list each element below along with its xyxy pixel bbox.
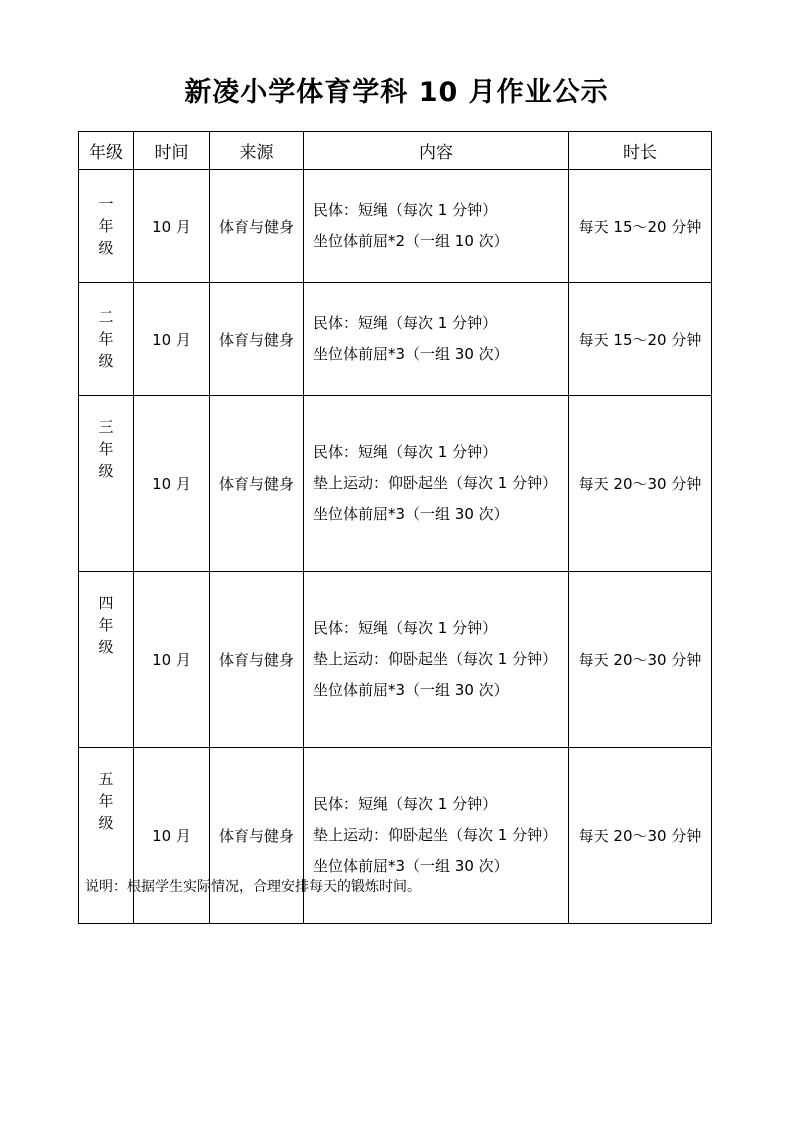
time-cell: 10 月 [134, 748, 210, 924]
content-cell: 民体：短绳（每次 1 分钟） 垫上运动：仰卧起坐（每次 1 分钟） 坐位体前屈*3（一组 30 次） [304, 748, 569, 924]
content-cell: 民体：短绳（每次 1 分钟） 坐位体前屈*2（一组 10 次） [304, 170, 569, 283]
table-row [79, 572, 712, 748]
grade-cell: 三 年 级 [79, 396, 134, 572]
table-row [79, 748, 712, 924]
footnote: 说明：根据学生实际情况，合理安排每天的锻炼时间。 [85, 879, 421, 895]
duration-cell: 每天 15～20 分钟 [569, 283, 712, 396]
header-content: 内容 [304, 132, 569, 170]
header-grade: 年级 [79, 132, 134, 170]
homework-table [78, 131, 712, 924]
source-cell: 体育与健身 [210, 748, 304, 924]
content-cell: 民体：短绳（每次 1 分钟） 坐位体前屈*3（一组 30 次） [304, 283, 569, 396]
time-cell: 10 月 [134, 170, 210, 283]
header-time: 时间 [134, 132, 210, 170]
duration-cell: 每天 20～30 分钟 [569, 748, 712, 924]
time-cell: 10 月 [134, 572, 210, 748]
duration-cell: 每天 20～30 分钟 [569, 396, 712, 572]
content-cell: 民体：短绳（每次 1 分钟） 垫上运动：仰卧起坐（每次 1 分钟） 坐位体前屈*3（一组 30 次） [304, 572, 569, 748]
grade-cell: 二 年 级 [79, 283, 134, 396]
duration-cell: 每天 20～30 分钟 [569, 572, 712, 748]
table-row [79, 396, 712, 572]
content-cell: 民体：短绳（每次 1 分钟） 垫上运动：仰卧起坐（每次 1 分钟） 坐位体前屈*3（一组 30 次） [304, 396, 569, 572]
duration-cell: 每天 15～20 分钟 [569, 170, 712, 283]
grade-cell: 五 年 级 [79, 748, 134, 924]
header-duration: 时长 [569, 132, 712, 170]
page-title: 新凌小学体育学科 10 月作业公示 [184, 77, 609, 108]
source-cell: 体育与健身 [210, 572, 304, 748]
source-cell: 体育与健身 [210, 396, 304, 572]
source-cell: 体育与健身 [210, 170, 304, 283]
header-source: 来源 [210, 132, 304, 170]
grade-cell: 一 年 级 [79, 170, 134, 283]
source-cell: 体育与健身 [210, 283, 304, 396]
table-row [79, 170, 712, 283]
time-cell: 10 月 [134, 283, 210, 396]
grade-cell: 四 年 级 [79, 572, 134, 748]
table-row [79, 283, 712, 396]
time-cell: 10 月 [134, 396, 210, 572]
table-header-row [79, 132, 712, 170]
